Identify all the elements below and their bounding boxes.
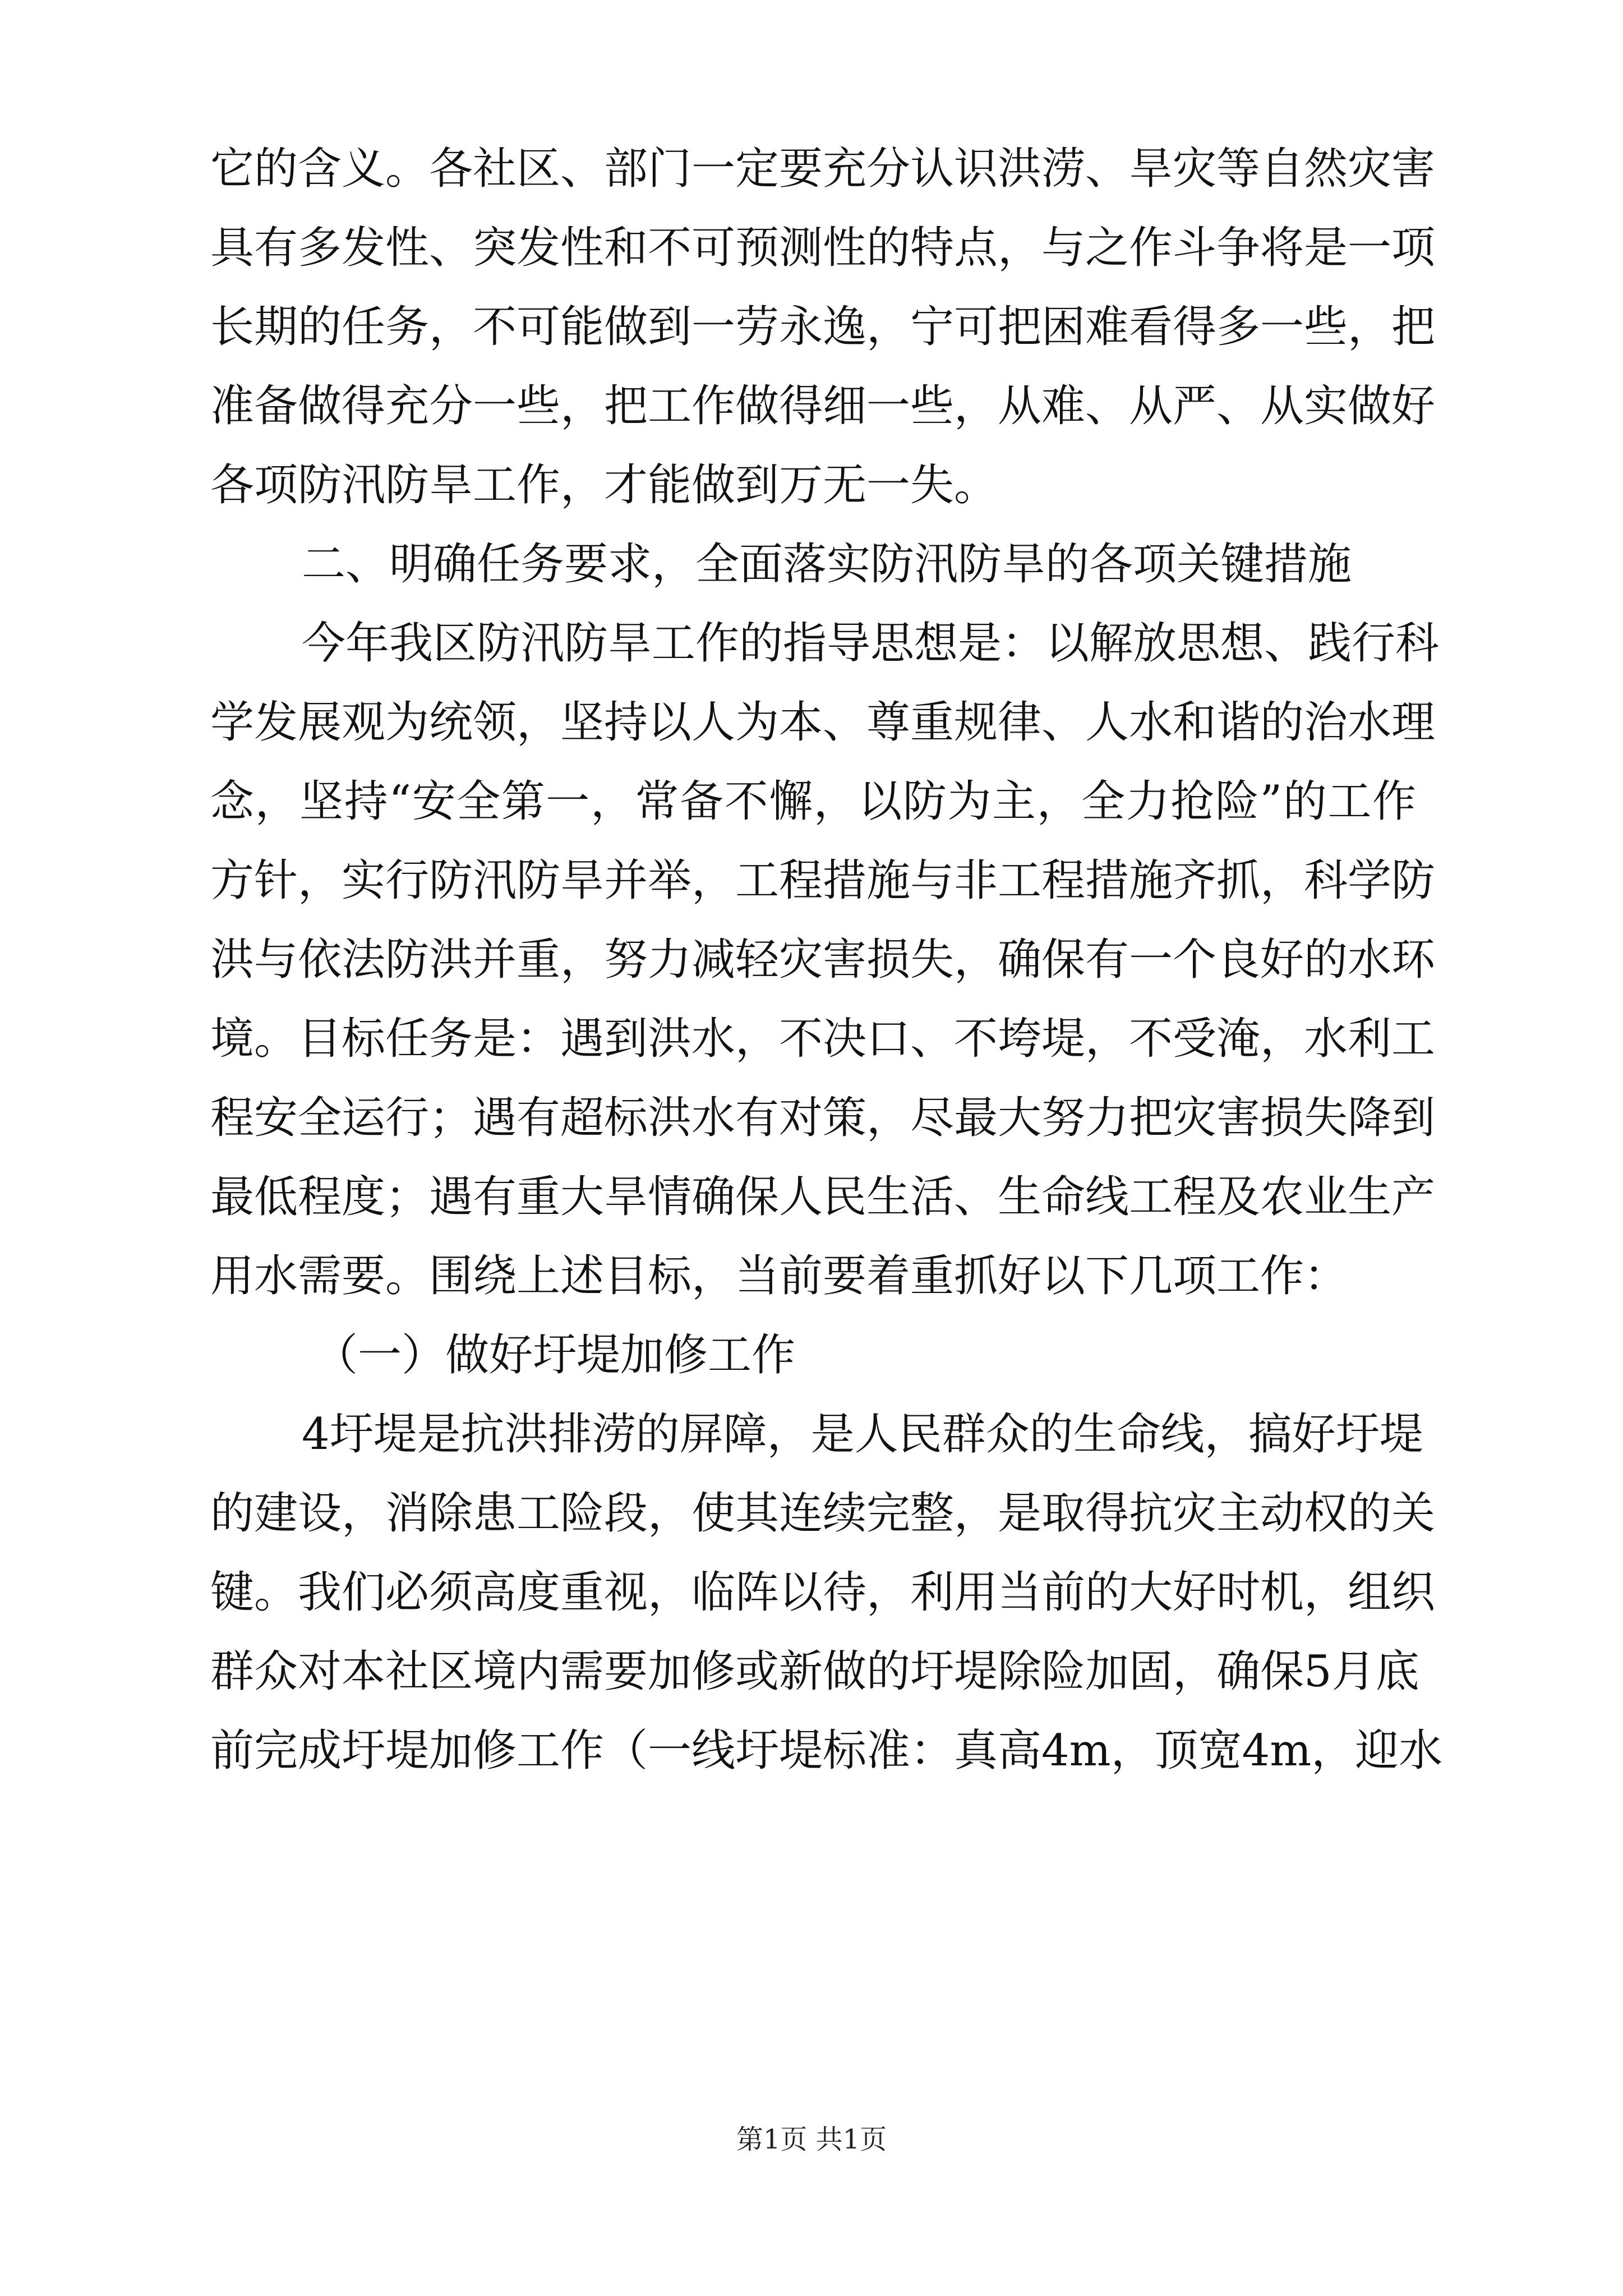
text-line-20: 群众对本社区境内需要加修或新做的圩堤除险加固，确保5月底 [210,1646,1419,1697]
text-line-9: 念，坚持“安全第一，常备不懈，以防为主，全力抢险”的工作 [210,776,1416,827]
text-line-7: 今年我区防汛防旱工作的指导思想是：以解放思想、践行科 [302,618,1440,669]
text-line-11: 洪与依法防洪并重，努力减轻灾害损失，确保有一个良好的水环 [210,935,1436,985]
text-line-12: 境。目标任务是：遇到洪水，不决口、不垮堤，不受淹，水利工 [210,1014,1436,1064]
text-line-21: 前完成圩堤加修工作（一线圩堤标准：真高4m，顶宽4m，迎水 [210,1726,1443,1776]
text-line-2: 具有多发性、突发性和不可预测性的特点，与之作斗争将是一项 [210,223,1436,273]
text-line-18: 的建设，消除患工险段，使其连续完整，是取得抗灾主动权的关 [210,1488,1436,1539]
text-line-19: 键。我们必须高度重视，临阵以待，利用当前的大好时机，组织 [210,1567,1436,1618]
text-line-5: 各项防汛防旱工作，才能做到万无一失。 [210,460,998,510]
text-line-17: 4圩堤是抗洪排涝的屏障，是人民群众的生命线，搞好圩堤 [302,1409,1423,1460]
subsection-heading-1: （一）做好圩堤加修工作 [314,1330,796,1381]
section-heading-2: 二、明确任务要求，全面落实防汛防旱的各项关键措施 [302,539,1352,590]
text-line-13: 程安全运行；遇有超标洪水有对策，尽最大努力把灾害损失降到 [210,1093,1436,1143]
text-line-4: 准备做得充分一些，把工作做得细一些，从难、从严、从实做好 [210,381,1436,431]
text-line-15: 用水需要。围绕上述目标，当前要着重抓好以下几项工作： [210,1251,1348,1301]
page-footer: 第1页 共1页 [736,2124,887,2155]
text-line-10: 方针，实行防汛防旱并举，工程措施与非工程措施齐抓，科学防 [210,855,1436,906]
text-line-8: 学发展观为统领，坚持以人为本、尊重规律、人水和谐的治水理 [210,697,1436,748]
text-line-3: 长期的任务，不可能做到一劳永逸，宁可把困难看得多一些，把 [210,302,1436,352]
text-line-14: 最低程度；遇有重大旱情确保人民生活、生命线工程及农业生产 [210,1172,1436,1222]
text-line-1: 它的含义。各社区、部门一定要充分认识洪涝、旱灾等自然灾害 [210,144,1436,194]
